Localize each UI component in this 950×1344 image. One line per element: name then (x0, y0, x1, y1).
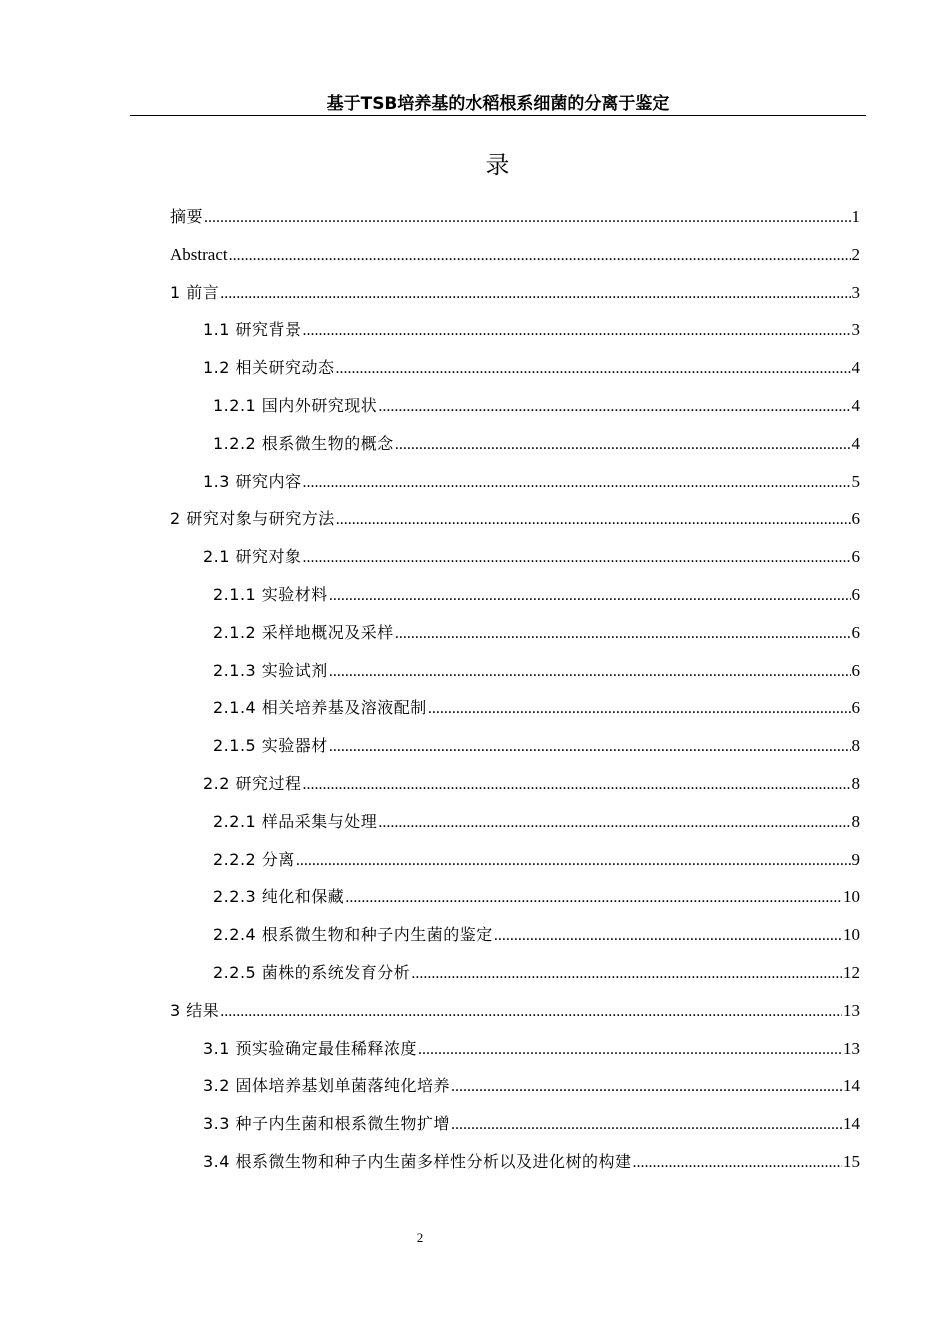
toc-entry-page: 9 (851, 850, 860, 869)
toc-entry-label: 1 前言 (170, 283, 220, 302)
toc-entry[interactable] (203, 1037, 860, 1061)
toc-entry[interactable] (213, 885, 860, 909)
toc-entry[interactable] (203, 545, 860, 569)
toc-dot-leader (329, 660, 851, 684)
toc-entry-page: 6 (851, 509, 860, 528)
toc-entry[interactable] (213, 432, 860, 456)
toc-entry-page: 10 (843, 887, 860, 906)
toc-entry[interactable] (203, 470, 860, 494)
toc-entry-label: 2.1.2 采样地概况及采样 (213, 623, 394, 642)
toc-entry-page: 13 (843, 1001, 860, 1020)
toc-dot-leader (296, 849, 851, 873)
page-header-title: 基于TSB培养基的水稻根系细菌的分离于鉴定 (326, 94, 670, 114)
toc-entry[interactable] (203, 356, 860, 380)
toc-dot-leader (428, 697, 851, 721)
toc-entry-page: 6 (851, 623, 860, 642)
toc-dot-leader (220, 282, 850, 306)
toc-entry[interactable] (170, 205, 860, 229)
toc-dot-leader (494, 924, 842, 948)
toc-dot-leader (345, 886, 842, 910)
toc-dot-leader (303, 471, 851, 495)
toc-entry-label: 1.3 研究内容 (203, 472, 302, 491)
toc-entry[interactable] (203, 772, 860, 796)
toc-entry[interactable] (213, 394, 860, 418)
toc-dot-leader (336, 508, 851, 532)
toc-entry-label: 3.4 根系微生物和种子内生菌多样性分析以及进化树的构建 (203, 1152, 632, 1171)
toc-entry-page: 4 (851, 358, 860, 377)
toc-dot-leader (451, 1075, 842, 1099)
toc-entry-page: 8 (851, 812, 860, 831)
toc-entry-label: 1.2.2 根系微生物的概念 (213, 434, 394, 453)
toc-dot-leader (411, 962, 842, 986)
toc-entry-label: 2.1 研究对象 (203, 547, 302, 566)
toc-entry-page: 14 (843, 1076, 860, 1095)
toc-dot-leader (303, 546, 851, 570)
toc-entry-label: 2.2.3 纯化和保藏 (213, 887, 345, 906)
toc-entry-page: 2 (851, 245, 860, 264)
toc-dot-leader (329, 735, 851, 759)
toc-entry[interactable] (213, 621, 860, 645)
toc-entry-label: 2.1.5 实验器材 (213, 736, 328, 755)
toc-entry[interactable] (213, 583, 860, 607)
toc-entry[interactable] (203, 1150, 860, 1174)
toc-entry-page: 4 (851, 434, 860, 453)
toc-entry[interactable] (170, 507, 860, 531)
toc-entry-label: 2.1.1 实验材料 (213, 585, 328, 604)
toc-entry-page: 6 (851, 698, 860, 717)
toc-dot-leader (229, 244, 851, 268)
toc-dot-leader (395, 622, 851, 646)
toc-entry-page: 4 (851, 396, 860, 415)
toc-dot-leader (395, 433, 851, 457)
toc-entry-page: 6 (851, 661, 860, 680)
toc-entry[interactable] (213, 659, 860, 683)
toc-entry-label: 1.2 相关研究动态 (203, 358, 335, 377)
toc-entry[interactable] (170, 281, 860, 305)
toc-entry-label: 3.2 固体培养基划单菌落纯化培养 (203, 1076, 451, 1095)
toc-entry[interactable] (213, 810, 860, 834)
toc-entry-page: 6 (851, 547, 860, 566)
toc-entry-label: 3.3 种子内生菌和根系微生物扩增 (203, 1114, 451, 1133)
toc-entry[interactable] (213, 734, 860, 758)
toc-entry-label: 1.1 研究背景 (203, 320, 302, 339)
header-rule (130, 115, 866, 116)
toc-entry-label: 2 研究对象与研究方法 (170, 509, 335, 528)
toc-entry-page: 14 (843, 1114, 860, 1133)
toc-entry-page: 3 (851, 283, 860, 302)
toc-dot-leader (451, 1113, 842, 1137)
toc-entry-label: 3 结果 (170, 1001, 220, 1020)
toc-dot-leader (336, 357, 851, 381)
toc-entry[interactable] (170, 243, 860, 267)
toc-entry[interactable] (213, 923, 860, 947)
toc-entry-label: 2.2.2 分离 (213, 850, 295, 869)
toc-entry-page: 1 (851, 207, 860, 226)
toc-entry[interactable] (170, 999, 860, 1023)
toc-entry-page: 15 (843, 1152, 860, 1171)
toc-entry-label: 2.2 研究过程 (203, 774, 302, 793)
toc-entry[interactable] (203, 1112, 860, 1136)
toc-entry[interactable] (213, 848, 860, 872)
toc-entry-label: 摘要 (170, 207, 204, 226)
toc-entry[interactable] (213, 696, 860, 720)
toc-entry-page: 6 (851, 585, 860, 604)
toc-entry-page: 8 (851, 736, 860, 755)
toc-dot-leader (220, 1000, 842, 1024)
toc-entry-page: 10 (843, 925, 860, 944)
toc-title: 录 (485, 151, 510, 179)
toc-entry-label: 2.2.1 样品采集与处理 (213, 812, 378, 831)
toc-dot-leader (303, 319, 851, 343)
toc-entry-label: 2.2.4 根系微生物和种子内生菌的鉴定 (213, 925, 493, 944)
toc-dot-leader (633, 1151, 842, 1175)
toc-entry[interactable] (213, 961, 860, 985)
toc-entry-label: 2.1.3 实验试剂 (213, 661, 328, 680)
toc-entry-label: Abstract (170, 245, 228, 264)
toc-dot-leader (378, 395, 850, 419)
toc-entry[interactable] (203, 318, 860, 342)
toc-entry-page: 5 (851, 472, 860, 491)
toc-entry[interactable] (203, 1074, 860, 1098)
toc-dot-leader (418, 1038, 842, 1062)
page-number: 2 (416, 1230, 424, 1245)
toc-entry-label: 2.1.4 相关培养基及溶液配制 (213, 698, 427, 717)
toc-dot-leader (378, 811, 850, 835)
toc-entry-page: 3 (851, 320, 860, 339)
toc-dot-leader (204, 206, 850, 230)
toc-entry-page: 8 (851, 774, 860, 793)
toc-entry-label: 1.2.1 国内外研究现状 (213, 396, 378, 415)
toc-entry-page: 12 (843, 963, 860, 982)
toc-entry-label: 2.2.5 菌株的系统发育分析 (213, 963, 411, 982)
toc-dot-leader (303, 773, 851, 797)
toc-entry-page: 13 (843, 1039, 860, 1058)
toc-entry-label: 3.1 预实验确定最佳稀释浓度 (203, 1039, 418, 1058)
toc-dot-leader (329, 584, 851, 608)
